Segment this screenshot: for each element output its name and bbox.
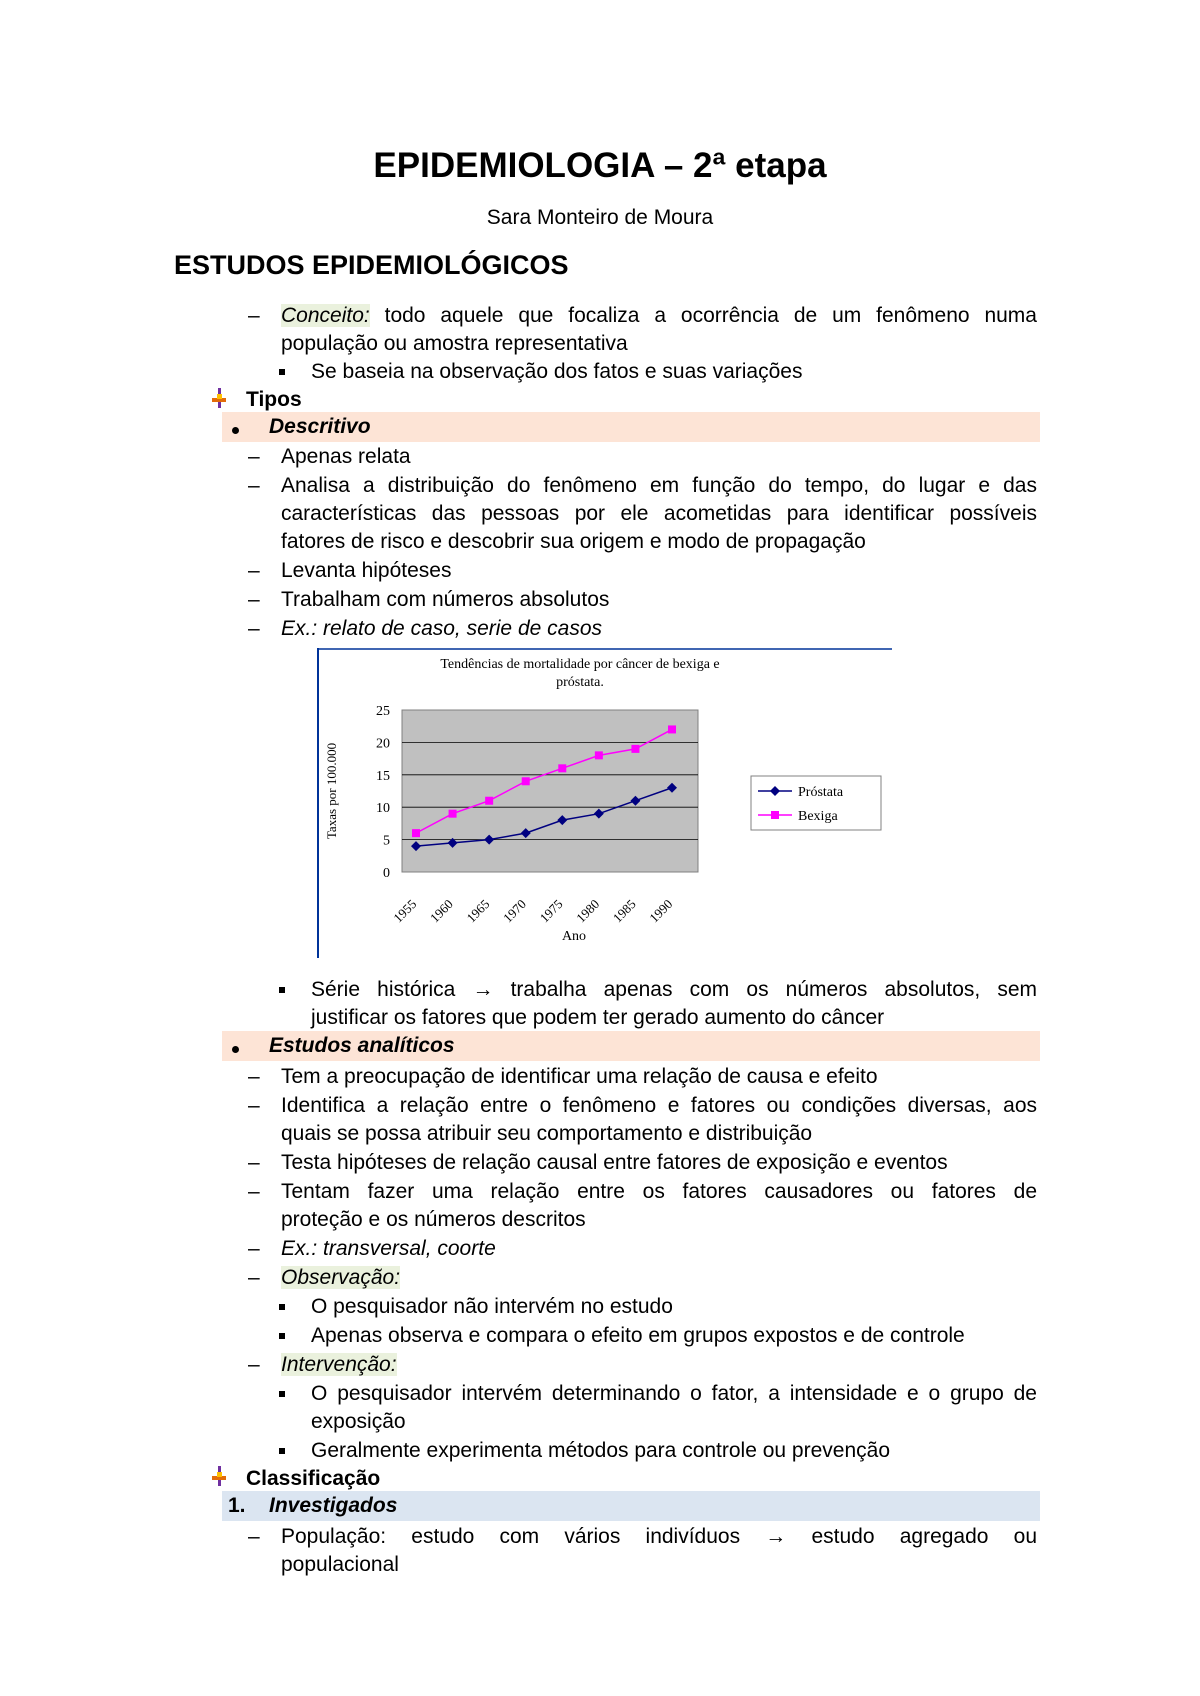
dash-marker: –: [248, 559, 260, 582]
x-tick-label: 1985: [609, 896, 639, 926]
analiticos-heading: Estudos analíticos: [269, 1034, 455, 1057]
list-number: 1.: [228, 1494, 246, 1517]
conceito-text-1: todo aquele que focaliza a ocorrência de um fenômeno numa: [384, 304, 1037, 327]
x-tick-label: 1980: [573, 896, 603, 926]
author-name: Sara Monteiro de Moura: [486, 206, 714, 229]
round-bullet-icon: [232, 1046, 239, 1053]
intervencao-bullet-cont: exposição: [311, 1410, 406, 1433]
legend-prostata-label: Próstata: [798, 785, 844, 800]
descritivo-item: Trabalham com números absolutos: [281, 588, 610, 611]
arrow-icon: →: [765, 1525, 787, 1548]
intervencao-bullet: O pesquisador intervém determinando o fator, a intensidade e o grupo de: [311, 1382, 1037, 1405]
observacao-bullet: O pesquisador não intervém no estudo: [311, 1295, 673, 1318]
chart-legend: [751, 776, 881, 830]
descritivo-item: Levanta hipóteses: [281, 559, 452, 582]
x-axis-label: Ano: [561, 929, 587, 944]
dash-marker: –: [248, 1525, 260, 1548]
analiticos-item-cont: proteção e os números descritos: [281, 1208, 586, 1231]
x-tick-label: 1975: [536, 896, 566, 926]
serie-historica-text: trabalha apenas com os números absolutos, sem: [510, 978, 1038, 1001]
dash-marker: –: [248, 1065, 260, 1088]
populacao-text-b: estudo agregado ou: [811, 1525, 1037, 1548]
observacao-bullet: Apenas observa e compara o efeito em grupos expostos e de controle: [311, 1324, 965, 1347]
square-bullet-icon: [279, 1304, 285, 1310]
dash-marker: –: [248, 1353, 260, 1376]
square-bullet-icon: [279, 1448, 285, 1454]
y-axis-label: Taxas por 100.000: [324, 742, 339, 840]
analiticos-example: Ex.: transversal, coorte: [281, 1237, 496, 1260]
y-tick-label: 25: [376, 704, 390, 719]
dash-marker: –: [248, 617, 260, 640]
analiticos-item: Tentam fazer uma relação entre os fatores causadores ou fatores de: [281, 1180, 1037, 1203]
legend-bexiga-label: Bexiga: [798, 809, 838, 824]
conceito-line-2: população ou amostra representativa: [281, 332, 628, 355]
dash-marker: –: [248, 304, 260, 327]
y-tick-label: 20: [376, 736, 390, 752]
square-bullet-icon: [279, 987, 285, 993]
classificacao-heading: Classificação: [246, 1467, 381, 1490]
populacao-text: População: estudo com vários indivíduos: [281, 1525, 741, 1548]
conceito-line-1: [281, 302, 1037, 330]
square-bullet-icon: [279, 369, 285, 375]
descritivo-item-cont: fatores de risco e descobrir sua origem e modo de propagação: [281, 530, 866, 553]
x-tick-label: 1970: [500, 896, 530, 926]
descritivo-item-cont: características das pessoas por ele acometidas para identificar possíveis: [281, 502, 1037, 525]
y-axis-ticks: [376, 704, 390, 881]
dash-marker: –: [248, 445, 260, 468]
arrow-icon: →: [472, 978, 494, 1001]
intervencao-line: [281, 1351, 397, 1379]
tipos-heading: Tipos: [246, 388, 302, 411]
dash-marker: –: [248, 1180, 260, 1203]
serie-historica-label: Série histórica: [311, 978, 456, 1001]
descritivo-item: Analisa a distribuição do fenômeno em função do tempo, do lugar e das: [281, 474, 1037, 497]
data-point-bexiga: [668, 725, 676, 733]
populacao-line-2: populacional: [281, 1553, 399, 1576]
plot-area: [402, 710, 698, 872]
data-point-bexiga: [412, 829, 420, 837]
descritivo-item: Apenas relata: [281, 445, 411, 468]
data-point-bexiga: [449, 810, 457, 818]
analiticos-item-cont: quais se possa atribuir seu comportamento e distribuição: [281, 1122, 813, 1145]
pin-icon: [212, 1466, 226, 1486]
y-tick-label: 10: [376, 801, 390, 817]
y-tick-label: 5: [383, 833, 390, 849]
x-tick-label: 1990: [646, 896, 676, 926]
populacao-line-1: [281, 1523, 1037, 1551]
dash-marker: –: [248, 1266, 260, 1289]
observacao-label: Observação:: [281, 1266, 401, 1289]
chart-title-2: próstata.: [556, 675, 604, 690]
conceito-bullet: Se baseia na observação dos fatos e suas variações: [311, 360, 803, 383]
legend-bexiga-marker: [771, 811, 779, 819]
x-tick-label: 1960: [426, 896, 456, 926]
y-tick-label: 0: [383, 866, 390, 881]
observacao-line: [281, 1264, 400, 1292]
intervencao-bullet: Geralmente experimenta métodos para controle ou prevenção: [311, 1439, 890, 1462]
pin-icon: [212, 388, 226, 408]
dash-marker: –: [248, 1151, 260, 1174]
descritivo-example: Ex.: relato de caso, serie de casos: [281, 617, 602, 640]
investigados-heading: Investigados: [269, 1494, 398, 1517]
serie-historica-line-1: [311, 976, 1037, 1004]
data-point-bexiga: [558, 764, 566, 772]
conceito-label: Conceito:: [281, 304, 370, 327]
descritivo-heading: Descritivo: [269, 415, 371, 438]
serie-historica-line-2: justificar os fatores que podem ter gerado aumento do câncer: [311, 1006, 885, 1029]
dash-marker: –: [248, 474, 260, 497]
analiticos-item: Identifica a relação entre o fenômeno e fatores ou condições diversas, aos: [281, 1094, 1037, 1117]
dash-marker: –: [248, 1094, 260, 1117]
square-bullet-icon: [279, 1333, 285, 1339]
data-point-bexiga: [485, 797, 493, 805]
x-axis-ticks: [390, 896, 675, 925]
chart-title-1: Tendências de mortalidade por câncer de bexiga e: [440, 657, 720, 672]
section-heading: ESTUDOS EPIDEMIOLÓGICOS: [174, 250, 569, 280]
dash-marker: –: [248, 1237, 260, 1260]
data-point-bexiga: [631, 745, 639, 753]
analiticos-item: Testa hipóteses de relação causal entre fatores de exposição e eventos: [281, 1151, 948, 1174]
intervencao-label: Intervenção:: [281, 1353, 397, 1376]
analiticos-item: Tem a preocupação de identificar uma relação de causa e efeito: [281, 1065, 878, 1088]
data-point-bexiga: [522, 777, 530, 785]
x-tick-label: 1955: [390, 896, 420, 926]
x-tick-label: 1965: [463, 896, 493, 926]
page-title: EPIDEMIOLOGIA – 2ª etapa: [373, 146, 827, 185]
dash-marker: –: [248, 588, 260, 611]
mortality-chart: [316, 648, 892, 958]
square-bullet-icon: [279, 1391, 285, 1397]
y-tick-label: 15: [376, 768, 390, 784]
data-point-bexiga: [595, 751, 603, 759]
round-bullet-icon: [232, 427, 239, 434]
